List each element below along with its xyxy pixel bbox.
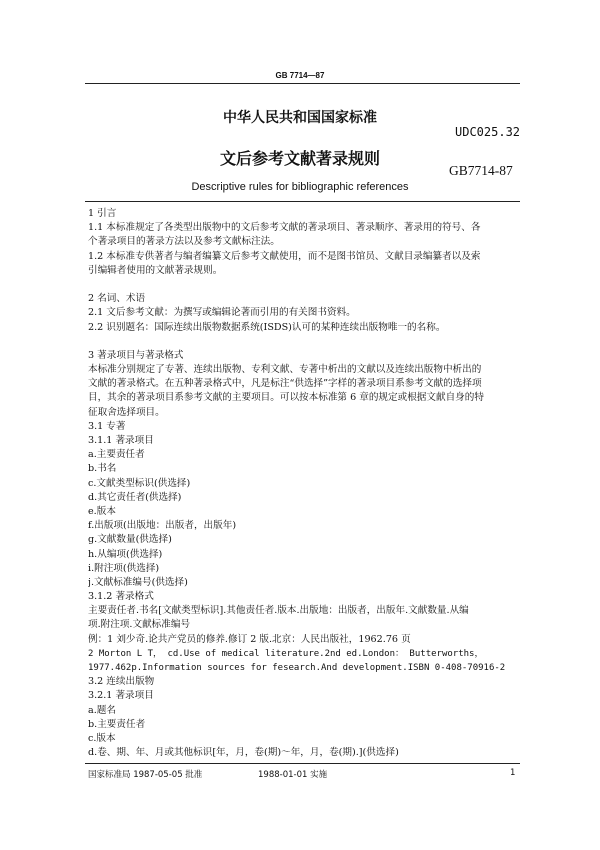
text-line: c.版本 — [88, 732, 116, 744]
text-line: a.题名 — [88, 704, 116, 716]
english-title: Descriptive rules for bibliographic references — [191, 181, 409, 193]
text-line: 目，其余的著录项目系参考文献的主要项目。可以按本标准第 6 章的规定或根据文献自身的特 — [88, 392, 484, 404]
top-rule — [85, 83, 520, 84]
standard-code: GB7714-87 — [449, 163, 513, 178]
text-line: 个著录项目的著录方法以及参考文献标注法。 — [88, 236, 280, 248]
body-text — [88, 207, 518, 760]
text-line: 1 引言 — [88, 208, 117, 219]
text-line: 文献的著录格式。在五种著录格式中，凡是标注“供选择”字样的著录项目系参考文献的选择项 — [88, 378, 482, 390]
text-line: 1.2 本标准专供著者与编者编纂文后参考文献使用，而不是图书馆员、文献目录编纂者以及索 — [88, 250, 481, 262]
text-line: 本标准分别规定了专著、连续出版物、专利文献、专著中析出的文献以及连续出版物中析出的 — [88, 364, 482, 376]
document-title: 文后参考文献著录规则 — [219, 149, 380, 168]
text-line: d.其它责任者(供选择) — [88, 491, 182, 503]
text-line: j.文献标准编号(供选择) — [88, 576, 188, 588]
text-line: h.从编项(供选择) — [88, 548, 163, 560]
text-line: 3.1.2 著录格式 — [88, 591, 154, 603]
page-number: 1 — [510, 768, 516, 778]
text-line: 3 著录项目与著录格式 — [88, 349, 184, 361]
text-line: 3.1 专著 — [88, 420, 126, 432]
text-line: a.主要责任者 — [88, 449, 145, 461]
footer-rule — [85, 763, 520, 764]
text-line: d.卷、期、年、月或其他标识[年，月，卷(期)～年，月，卷(期).](供选择) — [88, 747, 399, 759]
running-header-code: GB 7714—87 — [275, 71, 325, 80]
approval-note: 国家标准局 1987-05-05 批准 — [88, 770, 203, 780]
text-line: g.文献数量(供选择) — [88, 534, 172, 546]
blank-line — [88, 278, 518, 292]
text-line: 3.2.1 著录项目 — [88, 690, 154, 702]
text-line: e.版本 — [88, 505, 116, 517]
text-line: 1977.462p.Information sources for fesearch.And development.ISBN 0-408-70916-2 — [88, 663, 506, 673]
text-line: 2.2 识别题名：国际连续出版物数据系统(ISDS)认可的某种连续出版物唯一的名称。 — [88, 321, 446, 333]
text-line: 主要责任者.书名[文献类型标识].其他责任者.版本.出版地：出版者，出版年.文献数量.从编 — [88, 605, 469, 617]
text-line: 2 名词、术语 — [88, 293, 146, 305]
implementation-date: 1988-01-01 实施 — [258, 770, 328, 780]
text-line: 项.附注项.文献标准编号 — [88, 619, 191, 631]
text-line: 例：1 刘少奇.论共产党员的修养.修订 2 版.北京：人民出版社，1962.76 页 — [88, 633, 411, 645]
text-line: b.书名 — [88, 463, 117, 475]
text-line: 3.1.1 著录项目 — [88, 435, 154, 446]
text-line: i.附注项(供选择) — [88, 562, 160, 574]
text-line: c.文献类型标识(供选择) — [88, 477, 191, 489]
text-line: 征取舍选择项目。 — [88, 406, 165, 418]
text-line: 引编辑者使用的文献著录规则。 — [88, 264, 223, 276]
text-line: 2 Morton L T， cd.Use of medical literature.2nd ed.London： Butterworths， — [88, 648, 484, 659]
title-rule — [85, 201, 520, 202]
text-line: f.出版项(出版地：出版者，出版年) — [88, 520, 237, 532]
national-standard-heading: 中华人民共和国国家标准 — [223, 110, 377, 126]
udc-number: UDC025.32 — [455, 125, 521, 139]
text-line: 1.1 本标准规定了各类型出版物中的文后参考文献的著录项目、著录顺序、著录用的符号、各 — [88, 222, 481, 234]
text-line: 2.1 文后参考文献：为撰写或编辑论著而引用的有关图书资料。 — [88, 307, 356, 319]
text-line: 3.2 连续出版物 — [88, 676, 155, 688]
text-line: b.主要责任者 — [88, 718, 146, 730]
blank-line — [88, 335, 518, 349]
